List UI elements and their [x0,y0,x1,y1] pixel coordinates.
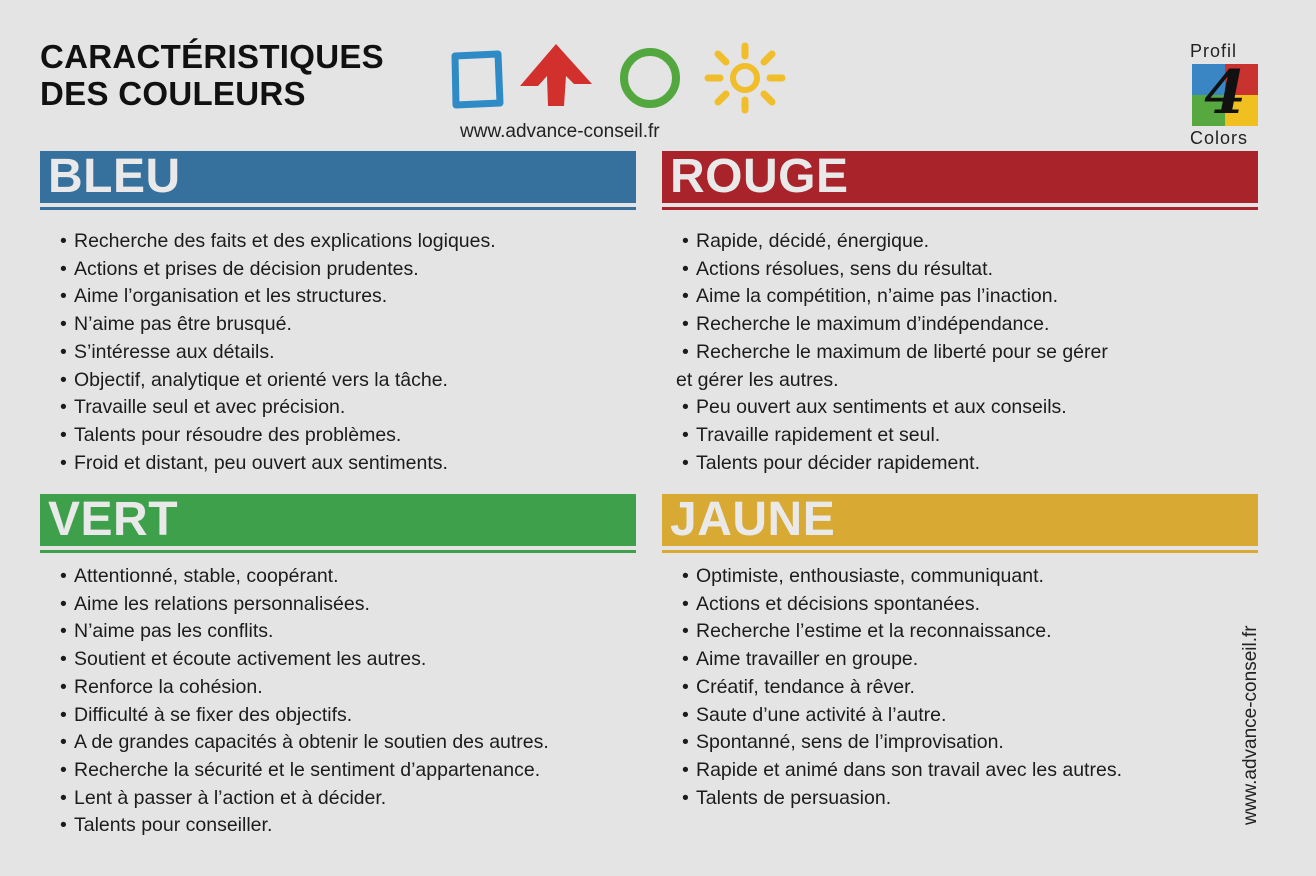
section-jaune-list [682,563,1258,812]
section-bleu-title: BLEU [40,151,636,203]
section-jaune [662,494,1258,812]
blue-square-icon [448,48,506,110]
profil-4-colors-logo [1186,40,1266,150]
list-item: • Talents de persuasion. [682,786,892,809]
list-item: • Attentionné, stable, coopérant. [60,565,339,587]
section-rouge-list [676,228,1258,477]
list-item: • Travaille seul et avec précision. [60,396,346,419]
title-line-1: CARACTÉRISTIQUES [40,38,384,75]
list-item: • Recherche la sécurité et le sentiment d’appartenance. [60,758,541,781]
section-bleu [40,151,636,477]
list-item: • Aime l’organisation et les structures. [60,285,388,308]
section-rouge-rule [662,207,1258,210]
list-item: • Difficulté à se fixer des objectifs. [60,703,353,726]
list-item: • Talents pour résoudre des problèmes. [60,423,402,446]
list-item: • Objectif, analytique et orienté vers la tâche. [60,368,448,391]
red-arrow-icon [518,42,594,108]
list-item: • Talents pour décider rapidement. [682,451,980,474]
list-item: • S’intéresse aux détails. [60,340,275,363]
list-item: • Actions et décisions spontanées. [682,592,981,615]
section-jaune-rule [662,550,1258,553]
section-bleu-list [60,228,636,477]
list-item: • Recherche le maximum d’indépendance. [682,313,1050,336]
list-item: • Travaille rapidement et seul. [682,423,941,446]
list-item: • Actions et prises de décision prudentes. [60,257,419,280]
list-item: • Actions résolues, sens du résultat. [682,257,993,280]
list-item: • Recherche des faits et des explications logiques. [60,230,496,252]
list-item: • Recherche le maximum de liberté pour se gérer [682,340,1108,363]
list-item: • Aime les relations personnalisées. [60,592,370,615]
logo-word-bottom: Colors [1190,128,1249,148]
list-item: • Saute d’une activité à l’autre. [682,703,947,726]
list-item: • Optimiste, enthousiaste, communiquant. [682,565,1044,587]
website-link[interactable]: www.advance-conseil.fr [460,121,660,142]
logo-word-top: Profil [1190,41,1238,61]
list-item: • N’aime pas les conflits. [60,620,274,643]
list-item: • A de grandes capacités à obtenir le soutien des autres. [60,731,549,754]
list-item: • Soutient et écoute activement les autres. [60,648,427,671]
section-bleu-rule [40,207,636,210]
section-vert-title: VERT [40,494,636,546]
yellow-sun-icon [702,42,788,114]
section-vert-rule [40,550,636,553]
list-item: • Lent à passer à l’action et à décider. [60,786,387,809]
section-rouge-title: ROUGE [662,151,1258,203]
logo-number: 4 [1204,58,1246,128]
section-jaune-title: JAUNE [662,494,1258,546]
section-vert [40,494,636,840]
list-item: • Rapide, décidé, énergique. [682,230,930,252]
list-item: • Froid et distant, peu ouvert aux sentiments. [60,451,448,474]
green-circle-icon [616,44,684,112]
list-item-continuation: et gérer les autres. [676,368,839,391]
page-title [40,38,384,112]
list-item: • Recherche l’estime et la reconnaissance. [682,620,1052,643]
section-rouge [662,151,1258,477]
list-item: • Spontanné, sens de l’improvisation. [682,731,1004,754]
color-icons [446,40,796,120]
list-item: • Peu ouvert aux sentiments et aux conseils. [682,396,1067,419]
list-item: • Aime la compétition, n’aime pas l’inaction. [682,285,1059,308]
list-item: • Talents pour conseiller. [60,814,273,837]
list-item: • N’aime pas être brusqué. [60,313,292,336]
title-line-2: DES COULEURS [40,75,306,112]
list-item: • Créatif, tendance à rêver. [682,675,915,698]
website-link-vertical[interactable]: www.advance-conseil.fr [1240,625,1261,825]
section-vert-list [60,563,636,840]
list-item: • Rapide et animé dans son travail avec les autres. [682,758,1122,781]
list-item: • Renforce la cohésion. [60,675,263,698]
list-item: • Aime travailler en groupe. [682,648,919,671]
